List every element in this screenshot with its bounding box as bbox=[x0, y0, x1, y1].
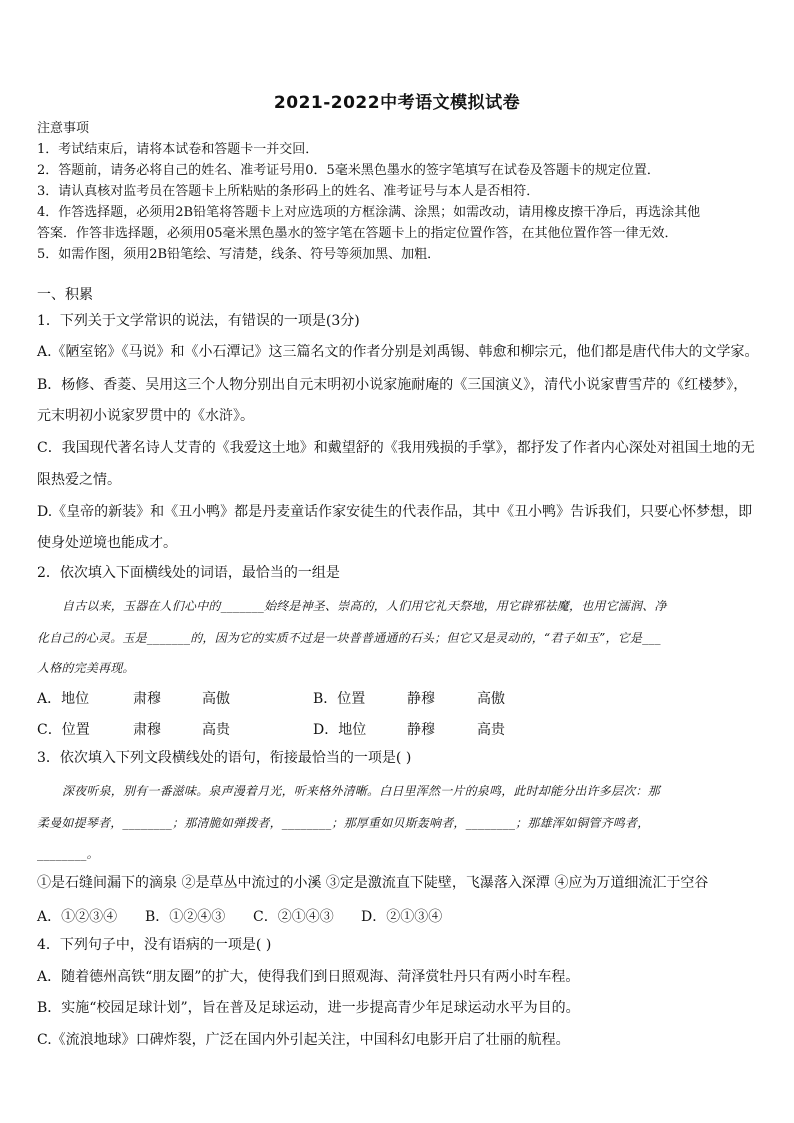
q2-option-d-word3: 高贵 bbox=[477, 722, 505, 738]
q3-passage-line: 深夜听泉，别有一番滋味。泉声漫着月光，听来格外清晰。白日里浑然一片的泉鸣，此时却能分出许多层次：那 bbox=[62, 784, 660, 798]
q3-passage-line: ________。 bbox=[37, 847, 99, 861]
q3-passage-line: 柔曼如提琴者，________；那清脆如弹拨者，________；那厚重如贝斯轰响者，________；那雄浑如铜管齐鸣者， bbox=[37, 816, 650, 830]
q2-option-c-word3: 高贵 bbox=[202, 722, 230, 738]
q2-option-d-word2: 静穆 bbox=[407, 722, 435, 738]
q1-option-d-cont: 使身处逆境也能成才。 bbox=[37, 535, 177, 551]
q3-stem: 3．依次填入下列文段横线处的语句，衔接最恰当的一项是( ) bbox=[37, 750, 412, 766]
q4-option-b: B．实施“校园足球计划”，旨在普及足球运动，进一步提高青少年足球运动水平为目的。 bbox=[37, 1000, 580, 1016]
notice-line: 4．作答选择题，必须用2B铅笔将答题卡上对应选项的方框涂满、涂黑；如需改动，请用橡皮擦干净后，再选涂其他 bbox=[37, 205, 701, 220]
q1-option-c-cont: 限热爱之情。 bbox=[37, 472, 121, 488]
q3-option-b: B．①②④③ bbox=[145, 909, 226, 925]
q2-option-b-word3: 高傲 bbox=[477, 691, 505, 707]
notice-line: 3．请认真核对监考员在答题卡上所粘贴的条形码上的姓名、准考证号与本人是否相符． bbox=[37, 184, 540, 199]
q4-stem: 4．下列句子中，没有语病的一项是( ) bbox=[37, 937, 272, 953]
exam-title: 2021-2022中考语文模拟试卷 bbox=[273, 93, 521, 113]
q2-option-a-word2: 肃穆 bbox=[133, 691, 161, 707]
q2-stem: 2．依次填入下面横线处的词语，最恰当的一组是 bbox=[37, 565, 340, 581]
q1-option-c: C．我国现代著名诗人艾青的《我爱这土地》和戴望舒的《我用残损的手掌》，都抒发了作者内心深处对祖国土地的无 bbox=[37, 440, 755, 456]
q2-option-b-label: B．位置 bbox=[313, 691, 366, 707]
q1-option-d: D.《皇帝的新装》和《丑小鸭》都是丹麦童话作家安徒生的代表作品，其中《丑小鸭》告诉我们，只要心怀梦想，即 bbox=[37, 504, 753, 520]
section-heading: 一、积累 bbox=[37, 287, 93, 303]
q2-option-a-label: A．地位 bbox=[37, 691, 90, 707]
q2-option-d-label: D．地位 bbox=[313, 722, 367, 738]
q4-option-c: C.《流浪地球》口碑炸裂，广泛在国内外引起关注，中国科幻电影开启了壮丽的航程。 bbox=[37, 1032, 570, 1048]
notice-heading: 注意事项 bbox=[37, 121, 90, 136]
q3-option-a: A．①②③④ bbox=[37, 909, 118, 925]
q2-passage-line: 人格的完美再现。 bbox=[37, 661, 135, 675]
q1-option-b-cont: 元末明初小说家罗贯中的《水浒》。 bbox=[37, 408, 254, 424]
q2-option-c-label: C．位置 bbox=[37, 722, 90, 738]
notice-line: 答案．作答非选择题，必须用05毫米黑色墨水的签字笔在答题卡上的指定位置作答，在其他位置作答一律无效． bbox=[37, 226, 678, 241]
q3-sentences: ①是石缝间漏下的滴泉 ②是草丛中流过的小溪 ③定是激流直下陡壁，飞瀑落入深潭 ④应为万道细流汇于空谷 bbox=[37, 875, 709, 891]
q2-passage-line: 化自己的心灵。玉是_______的，因为它的实质不过是一块普普通通的石头；但它又是灵动的，“君子如玉”，它是___ bbox=[37, 631, 661, 645]
q2-option-b-word2: 静穆 bbox=[407, 691, 435, 707]
q4-option-a: A．随着德州高铁“朋友圈”的扩大，使得我们到日照观海、菏泽赏牡丹只有两小时车程。 bbox=[37, 969, 580, 985]
notice-line: 2．答题前，请务必将自己的姓名、准考证号用0．5毫米黑色墨水的签字笔填写在试卷及答题卡的规定位置． bbox=[37, 163, 660, 178]
q2-option-c-word2: 肃穆 bbox=[133, 722, 161, 738]
q1-option-a: A.《陋室铭》《马说》和《小石潭记》这三篇名文的作者分别是刘禹锡、韩愈和柳宗元，他们都是唐代伟大的文学家。 bbox=[37, 344, 759, 360]
q1-option-b: B．杨修、香菱、吴用这三个人物分别出自元末明初小说家施耐庵的《三国演义》，清代小说家曹雪芹的《红楼梦》， bbox=[37, 377, 748, 393]
q2-option-a-word3: 高傲 bbox=[202, 691, 230, 707]
q3-option-d: D．②①③④ bbox=[361, 909, 443, 925]
q1-stem: 1．下列关于文学常识的说法，有错误的一项是(3分) bbox=[37, 313, 360, 329]
q3-option-c: C．②①④③ bbox=[253, 909, 334, 925]
q2-passage-line: 自古以来，玉器在人们心中的_______始终是神圣、崇高的，人们用它礼天祭地，用它辟邪祛魔，也用它濡润、净 bbox=[62, 599, 667, 613]
notice-line: 1．考试结束后，请将本试卷和答题卡一并交回． bbox=[37, 142, 319, 157]
notice-line: 5．如需作图，须用2B铅笔绘、写清楚，线条、符号等须加黑、加粗． bbox=[37, 247, 441, 262]
